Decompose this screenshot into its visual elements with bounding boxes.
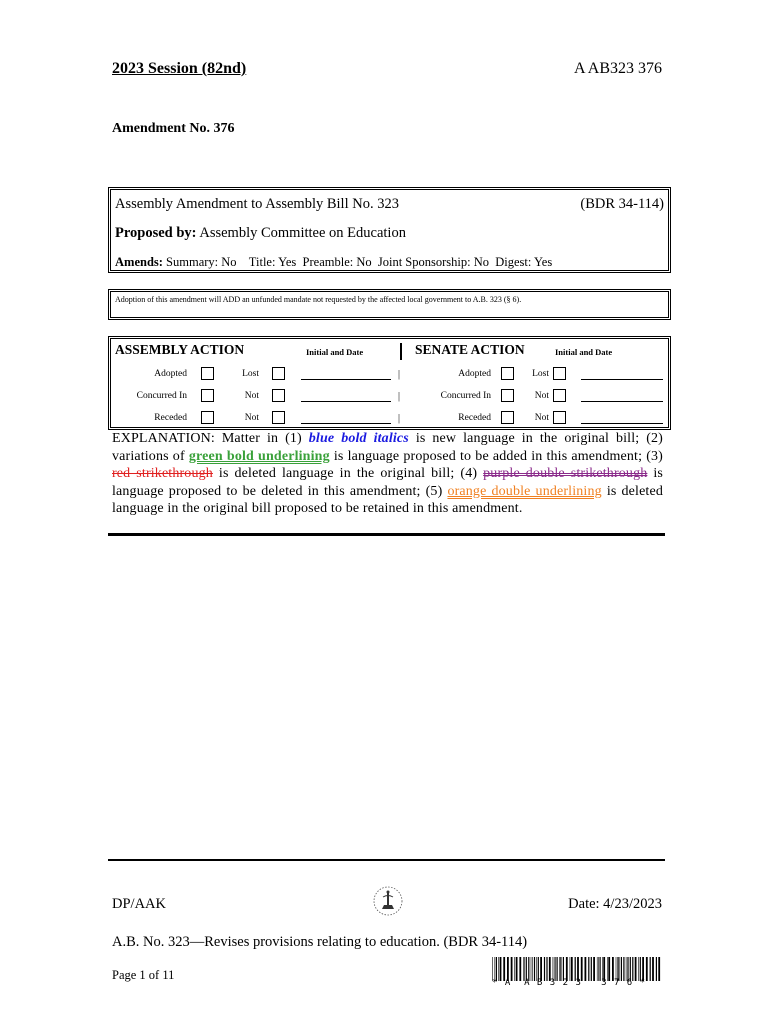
assembly-initial-line[interactable] xyxy=(301,401,391,402)
senate-action-title: SENATE ACTION xyxy=(415,342,525,357)
separator-bar: | xyxy=(398,391,401,402)
assembly-not-label: Not xyxy=(244,391,259,401)
explanation-text: is new language in the original bill; (2) variations of xyxy=(112,431,663,464)
amends-row xyxy=(115,255,664,270)
assembly-initial-date-label: Initial and Date xyxy=(306,347,364,357)
blue-italics-sample: blue bold italics xyxy=(308,431,409,446)
amendment-title: Assembly Amendment to Assembly Bill No. 323 xyxy=(115,196,399,212)
assembly-concurred-label: Concurred In xyxy=(136,391,187,401)
separator-bar: | xyxy=(398,369,401,380)
senate-concurred-checkbox[interactable] xyxy=(501,389,514,402)
senate-adopted-checkbox[interactable] xyxy=(501,367,514,380)
assembly-not-checkbox[interactable] xyxy=(272,389,285,402)
assembly-action-title: ASSEMBLY ACTION xyxy=(115,342,245,357)
proposed-by-value: Assembly Committee on Education xyxy=(199,225,406,241)
senate-lost-checkbox[interactable] xyxy=(553,367,566,380)
senate-lost-label: Lost xyxy=(532,369,549,379)
footer-divider xyxy=(108,859,665,861)
amends-label: Amends: xyxy=(115,255,163,269)
amendment-info-box xyxy=(108,187,671,273)
drafter-initials: DP/AAK xyxy=(112,896,166,912)
explanation-text: is deleted language in the original bill; (4) xyxy=(212,466,484,481)
assembly-adopted-label: Adopted xyxy=(154,369,187,379)
explanation-paragraph xyxy=(112,430,663,518)
senate-initial-line[interactable] xyxy=(581,379,663,380)
green-underline-sample: green bold underlining xyxy=(188,448,330,464)
senate-initial-line[interactable] xyxy=(581,423,663,424)
senate-concurred-label: Concurred In xyxy=(440,391,491,401)
bill-description: A.B. No. 323—Revises provisions relating to education. (BDR 34-114) xyxy=(112,934,528,950)
action-box xyxy=(108,336,671,430)
explanation-text: is language proposed to be deleted in this amendment; (5) xyxy=(112,466,663,499)
assembly-adopted-checkbox[interactable] xyxy=(201,367,214,380)
amends-value: Summary: No Title: Yes Preamble: No Joint Sponsorship: No Digest: Yes xyxy=(166,255,553,269)
senate-adopted-label: Adopted xyxy=(458,369,491,379)
assembly-lost-checkbox[interactable] xyxy=(272,367,285,380)
senate-not-checkbox[interactable] xyxy=(553,389,566,402)
session-title: 2023 Session (82nd) xyxy=(112,60,247,77)
explanation-text: EXPLANATION: Matter in (1) xyxy=(112,431,309,446)
explanation-text: is language proposed to be added in this amendment; (3) xyxy=(329,448,663,464)
senate-initial-line[interactable] xyxy=(581,401,663,402)
senate-receded-checkbox[interactable] xyxy=(501,411,514,424)
amendment-number: Amendment No. 376 xyxy=(112,121,235,136)
proposed-by-label: Proposed by: xyxy=(115,225,197,241)
assembly-initial-line[interactable] xyxy=(301,379,391,380)
barcode-text: * A A B 3 2 3 3 7 6 * xyxy=(492,978,647,988)
amendment-title-row xyxy=(115,196,664,213)
assembly-receded-label: Receded xyxy=(154,413,187,423)
senate-not-label: Not xyxy=(534,391,549,401)
red-strikethrough-sample: red strikethrough xyxy=(112,466,213,481)
assembly-lost-label: Lost xyxy=(242,369,259,379)
purple-strikethrough-sample: purple double strikethrough xyxy=(483,466,648,481)
column-divider xyxy=(400,343,402,360)
state-seal-icon xyxy=(372,885,404,917)
unfunded-mandate-notice: Adoption of this amendment will ADD an unfunded mandate not requested by the affected local government to A.B. 323 (§ 6). xyxy=(108,289,671,320)
assembly-initial-line[interactable] xyxy=(301,423,391,424)
explanation-text: is deleted language in the original bill proposed to be retained in this amendment. xyxy=(112,483,663,516)
senate-initial-date-label: Initial and Date xyxy=(555,347,613,357)
assembly-not-checkbox[interactable] xyxy=(272,411,285,424)
orange-underline-sample: orange double underlining xyxy=(447,483,602,499)
proposed-by-row xyxy=(115,225,406,242)
explanation-divider xyxy=(108,533,665,536)
assembly-receded-checkbox[interactable] xyxy=(201,411,214,424)
bill-reference: A AB323 376 xyxy=(573,60,662,77)
bdr-number: (BDR 34-114) xyxy=(580,196,664,212)
assembly-concurred-checkbox[interactable] xyxy=(201,389,214,402)
senate-not-checkbox[interactable] xyxy=(553,411,566,424)
senate-receded-label: Receded xyxy=(458,413,491,423)
page-number: Page 1 of 11 xyxy=(112,968,175,982)
senate-not-label: Not xyxy=(534,413,549,423)
amendment-date: Date: 4/23/2023 xyxy=(568,896,662,912)
separator-bar: | xyxy=(398,413,401,424)
assembly-not-label: Not xyxy=(244,413,259,423)
